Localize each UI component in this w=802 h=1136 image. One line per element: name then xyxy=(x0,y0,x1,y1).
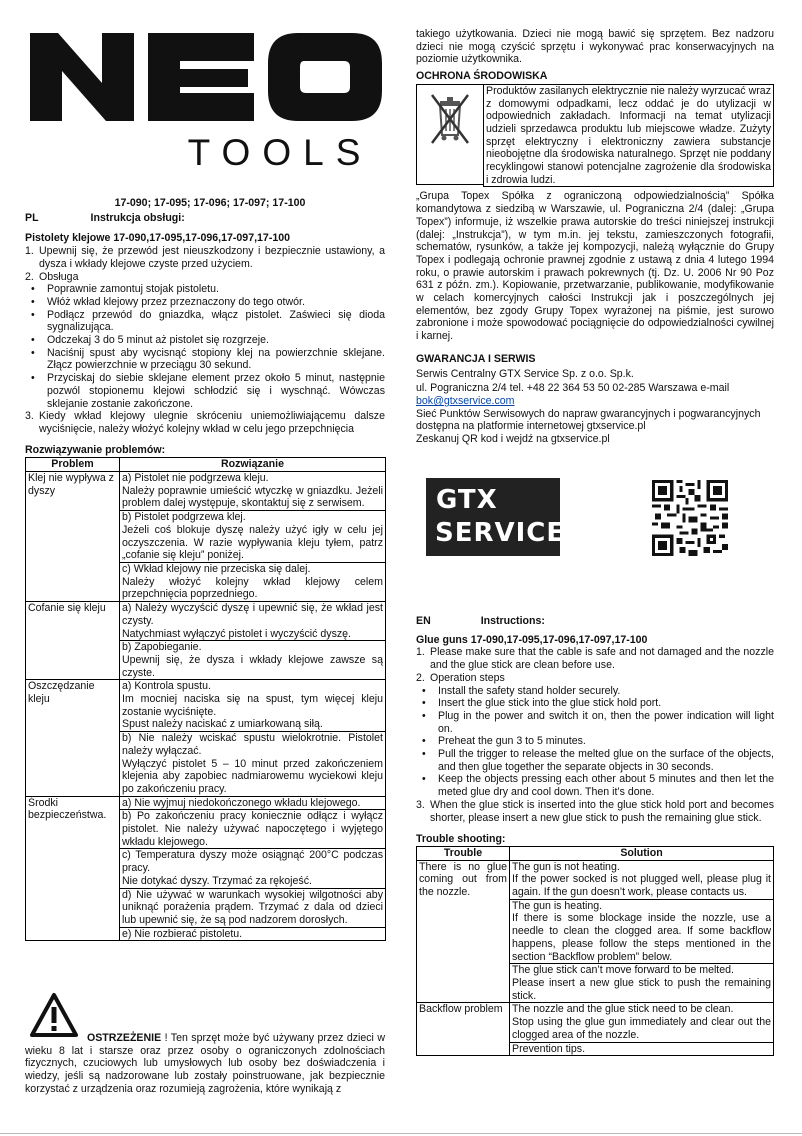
table-header-row xyxy=(417,846,774,860)
solution-cell: e) Nie rozbierać pistoletu. xyxy=(120,927,386,941)
solution-cell: a) Należy wyczyścić dyszę i upewnić się, że wkład jest czysty. Natychmiast wyłączyć pistolet i wyczyścić dyszę. xyxy=(120,602,386,641)
logo-letter-n xyxy=(30,33,134,121)
copyright-notice: „Grupa Topex Spółka z ograniczoną odpowiedzialnością” Spółka komandytowa z siedzibą w Warszawie, ul. Pograniczna 2/4 (dalej: „Grupa Topex”) informuje, iż wszelkie prawa autorskie do treści niniejszej instrukcji (dalej: „Instrukcja”), w tym m.in. jej tekstu, zamieszczonych fotografii, schematów, rysunków, a także jej kompozycji, należą wyłącznie do Grupy Topex i podlegają ochronie prawnej zgodnie z ustawą z dnia 4 lutego 1994 roku, o prawie autorskim i prawach pokrewnych (tj. Dz. U. 2006 Nr 90 Poz 631 z późn. zm.). Kopiowanie, przetwarzanie, publikowanie, modyfikowanie w celach komercyjnych całości Instrukcji jak i poszczególnych jej elementów, bez zgody Grupy Topex wyrażonej na piśmie, jest surowo zabronione i może spowodować pociągnięcie do odpowiedzialności cywilnej i karnej. xyxy=(416,190,774,343)
gtx-logo-line2: SERVICE xyxy=(435,518,566,548)
problem-cell: Środki bezpieczeństwa. xyxy=(26,796,120,941)
service-name: Serwis Centralny GTX Service Sp. z o.o. Sp.k. xyxy=(416,367,634,380)
en-bullet: • Pull the trigger to release the melted glue on the surface of the objects, and then glue together the separate objects in 30 seconds. xyxy=(422,748,774,773)
solution-cell: The nozzle and the glue stick need to be clean. Stop using the glue gun immediately and clear out the clogged area of the nozzle. xyxy=(510,1003,774,1042)
weee-icon-box xyxy=(416,84,483,185)
solution-cell: a) Kontrola spustu. Im mocniej naciska się na spust, tym więcej kleju zostanie wyciśnięte. Spust należy naciskać z umiarkowaną siłą. xyxy=(120,680,386,732)
problem-cell: Oszczędzanie kleju xyxy=(26,680,120,796)
page-bottom-rule xyxy=(0,1133,802,1134)
en-lang-code: EN xyxy=(416,615,431,627)
en-bullet: • Plug in the power and switch it on, then the power indication will light on. xyxy=(422,709,774,735)
pl-instruction-label: Instrukcja obsługi: xyxy=(90,211,185,224)
problem-cell: There is no glue coming out from the nozzle. xyxy=(417,860,510,1003)
solution-cell: a) Pistolet nie podgrzewa kleju. Należy poprawnie umieścić wtyczkę w gniazdku. Jeżeli problem dalej występuje, skontaktuj się z serwisem. xyxy=(120,472,386,511)
en-bullet: • Insert the glue stick into the glue stick hold port. xyxy=(422,697,662,710)
logo-letter-e xyxy=(148,33,254,121)
warning-label: OSTRZEŻENIE xyxy=(87,1032,162,1044)
table-row xyxy=(26,472,386,511)
en-step-2: 2. Operation steps xyxy=(416,671,505,684)
service-network: Sieć Punktów Serwisowych do napraw gwarancyjnych i pogwarancyjnych dostępna na platformie internetowej gtxservice.pl xyxy=(416,407,761,433)
pl-trouble-title: Rozwiązywanie problemów: xyxy=(25,443,166,456)
qr-scan-text: Zeskanuj QR kod i wejdź na gtxservice.pl xyxy=(416,433,610,446)
pl-bullet: • Naciśnij spust aby wycisnąć stopiony klej na powierzchnie sklejane. Złącz powierzchnie w przeciągu 30 sekund. xyxy=(31,346,385,372)
warranty-title: GWARANCJA I SERWIS xyxy=(416,352,536,365)
solution-cell: The gun is heating. If there is some blockage inside the nozzle, use a needle to clean the clogged area. If some backflow happens, please follow the steps mentioned in the section “Backflow problem” below. xyxy=(510,899,774,964)
en-step-3: 3. When the glue stick is inserted into the glue stick hold port and becomes shorter, please insert a new glue stick to push the remaining glue stick. xyxy=(416,798,774,824)
en-instruction-label: Instructions: xyxy=(480,615,545,627)
table-header-cell: Solution xyxy=(510,846,774,860)
qr-code-image xyxy=(652,480,728,556)
neo-tools-logo xyxy=(22,25,392,175)
en-section xyxy=(416,615,774,1056)
table-row xyxy=(26,680,386,732)
pl-bullet: • Poprawnie zamontuj stojak pistoletu. xyxy=(31,283,219,296)
logo-letter-o xyxy=(268,33,382,121)
en-trouble-title: Trouble shooting: xyxy=(416,833,506,846)
pl-trouble-table xyxy=(25,457,386,941)
service-email-link[interactable]: bok@gtxservice.com xyxy=(416,394,515,407)
solution-cell: b) Nie należy wciskać spustu wielokrotnie. Pistolet należy wyłączać. Wyłączyć pistolet 5 – 10 minut przed zakończeniem klejenia aby zapobiec nadmiarowemu wyciekowi kleju po zakończeniu pracy. xyxy=(120,732,386,797)
problem-cell: Backflow problem xyxy=(417,1003,510,1056)
pl-step-2: 2. Obsługa xyxy=(25,270,79,283)
pl-lang-code: PL xyxy=(25,211,39,224)
solution-cell: d) Nie używać w warunkach wysokiej wilgotności aby uniknąć porażenia prądem. Trzymać z dala od dzieci lub upewnić się, że są pod nadzorem dorosłych. xyxy=(120,888,386,927)
table-header-cell: Rozwiązanie xyxy=(120,458,386,472)
model-numbers: 17-090; 17-095; 17-096; 17-097; 17-100 xyxy=(114,197,306,209)
solution-cell: b) Zapobieganie. Upewnij się, że dysza i wkłady klejowe zawsze są czyste. xyxy=(120,641,386,680)
table-header-cell: Trouble xyxy=(417,846,510,860)
solution-cell: The gun is not heating. If the power socked is not plugged well, please plug it again. If the gun doesn’t work, please contacts us. xyxy=(510,860,774,899)
solution-cell: b) Po zakończeniu pracy koniecznie odłącz i wyłącz pistolet. Nie należy używać napoczętego i wyjętego wkładu klejowego. xyxy=(120,810,386,849)
gtx-logo-line1: GTX xyxy=(436,485,498,515)
warning-text: ! Ten sprzęt może być używany przez dzieci w wieku 8 lat i starsze oraz przez osoby o ograniczonych zdolnościach fizycznych, czuciowych lub umysłowych lub osoby bez doświadczenia i wiedzy, jeśli są nadzorowane lub zostały poinstruowane, jak bezpiecznie korzystać z urządzenia oraz rozumieją zagrożenia, które wynikają z xyxy=(25,1032,385,1095)
pl-bullet: • Podłącz przewód do gniazdka, włącz pistolet. Zaświeci się dioda sygnalizująca. xyxy=(31,308,385,334)
table-header-row xyxy=(26,458,386,472)
pl-bullet: • Odczekaj 3 do 5 minut aż pistolet się rozgrzeje. xyxy=(31,334,269,347)
solution-cell: a) Nie wyjmuj niedokończonego wkładu klejowego. xyxy=(120,796,386,810)
en-product-title: Glue guns 17-090,17-095,17-096,17-097,17-100 xyxy=(416,633,648,646)
pl-step-3: 3. Kiedy wkład klejowy ulegnie skróceniu uniemożliwiającemu dalsze wyciśnięcie, należy włożyć kolejny wkład w celu jego przepchnięcia xyxy=(25,410,385,435)
warning-continuation: takiego użytkowania. Dzieci nie mogą bawić się sprzętem. Bez nadzoru dzieci nie mogą czyścić sprzętu i wykonywać prac konserwacyjnych na poziomie użytkownika. xyxy=(416,28,774,66)
service-address: ul. Pograniczna 2/4 tel. +48 22 364 53 50 02-285 Warszawa e-mail xyxy=(416,382,730,395)
en-bullet: • Install the safety stand holder securely. xyxy=(422,684,621,697)
table-row xyxy=(417,1003,774,1042)
warning-paragraph xyxy=(25,1032,385,1096)
solution-cell: Prevention tips. xyxy=(510,1042,774,1056)
pl-instruction-heading xyxy=(25,212,385,225)
logo-subtitle: TOOLS xyxy=(187,132,373,173)
env-title: OCHRONA ŚRODOWISKA xyxy=(416,70,548,83)
en-instruction-heading xyxy=(416,615,774,628)
en-trouble-table xyxy=(416,846,774,1056)
solution-cell: The glue stick can’t move forward to be melted. Please insert a new glue stick to push the remaining stick. xyxy=(510,964,774,1003)
pl-bullet: • Przyciskaj do siebie sklejane element przez około 5 minut, następnie pozwól stopionemu klejowi schłodzić się i wyschnąć. Wówczas sklejanie zostanie zakończone. xyxy=(31,372,385,410)
env-text: Produktów zasilanych elektrycznie nie należy wyrzucać wraz z domowymi odpadkami, lecz oddać je do utylizacji w odpowiednich zakładach. Informacji na temat utylizacji udzieli sprzedawca produktu lub miejscowe władze. Zużyty sprzęt elektryczny i elektroniczny zawiera substancje nieobojętne dla środowiska naturalnego. Sprzęt nie poddany recyklingowi stanowi potencjalne zagrożenie dla środowiska i zdrowia ludzi. xyxy=(483,84,774,188)
en-bullet: • Preheat the gun 3 to 5 minutes. xyxy=(422,735,586,748)
pl-product-title: Pistolety klejowe 17-090,17-095,17-096,17-097,17-100 xyxy=(25,232,291,245)
table-row xyxy=(417,860,774,899)
table-row xyxy=(26,796,386,810)
en-bullet: • Keep the objects pressing each other about 5 minutes and then let the meted glue dry and cool down. Then it’s done. xyxy=(422,773,774,799)
crossed-bin-icon xyxy=(428,91,472,147)
table-header-cell: Problem xyxy=(26,458,120,472)
problem-cell: Cofanie się kleju xyxy=(26,602,120,680)
solution-cell: c) Temperatura dyszy może osiągnąć 200°C podczas pracy. Nie dotykać dyszy. Trzymać za rękojeść. xyxy=(120,849,386,888)
gtx-service-logo xyxy=(426,478,566,556)
table-row xyxy=(26,602,386,641)
env-box xyxy=(416,84,774,188)
right-column xyxy=(416,28,774,446)
solution-cell: b) Pistolet podgrzewa klej. Jeżeli coś blokuje dyszę należy użyć igły w celu jej oczyszczenia. W razie wypływania kleju tyłem, patrz „cofanie się kleju” poniżej. xyxy=(120,511,386,563)
solution-cell: c) Wkład klejowy nie przeciska się dalej. Należy włożyć kolejny wkład klejowy celem przepchnięcia poprzedniego. xyxy=(120,562,386,601)
en-step-1: 1. Please make sure that the cable is safe and not damaged and the nozzle and the glue stick are clean before use. xyxy=(416,646,774,672)
pl-step-1: 1. Upewnij się, że przewód jest nieuszkodzony i bezpiecznie ustawiony, a dysza i wkłady klejowe czyste przed użyciem. xyxy=(25,245,385,270)
problem-cell: Klej nie wypływa z dyszy xyxy=(26,472,120,602)
pl-bullet: • Włóż wkład klejowy przez przeznaczony do tego otwór. xyxy=(31,295,305,308)
left-column xyxy=(25,197,385,941)
